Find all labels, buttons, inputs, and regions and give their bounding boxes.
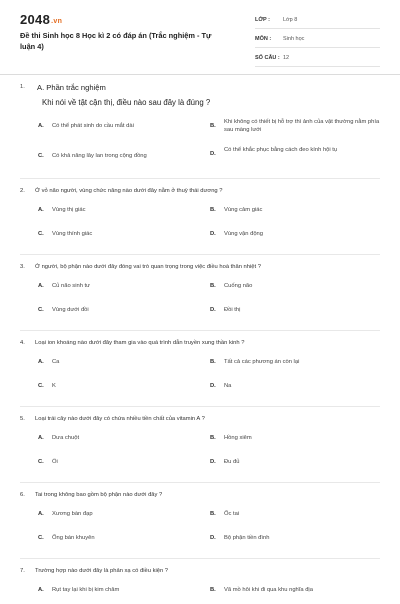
- option-letter: A.: [38, 283, 44, 289]
- option-letter: C.: [38, 535, 44, 541]
- option-text: Vùng cảm giác: [224, 207, 263, 213]
- meta-label: SỐ CÂU :: [255, 55, 280, 61]
- option-text: Ca: [52, 359, 60, 365]
- option-letter: B.: [210, 123, 216, 129]
- option-a[interactable]: [38, 586, 203, 594]
- question-item: [20, 483, 380, 559]
- meta-value: 12: [283, 55, 290, 61]
- option-text: Vùng thính giác: [52, 231, 93, 237]
- option-letter: D.: [210, 231, 216, 237]
- option-group: [38, 580, 380, 604]
- question-number: 3.: [20, 264, 25, 270]
- option-letter: D.: [210, 459, 216, 465]
- meta-value: Sinh học: [283, 36, 305, 42]
- question-item: [20, 407, 380, 483]
- question-number: 6.: [20, 492, 25, 498]
- option-letter: C.: [38, 307, 44, 313]
- meta-info: [255, 14, 380, 71]
- option-group: [38, 200, 380, 248]
- option-group: [38, 504, 380, 552]
- option-d[interactable]: [210, 458, 375, 466]
- option-a[interactable]: [38, 434, 203, 442]
- option-text: Ổi: [52, 459, 58, 465]
- meta-row-subject: [255, 33, 380, 48]
- option-text: Hồng xiêm: [224, 435, 252, 441]
- option-text: Cuống não: [224, 283, 253, 289]
- question-item: [20, 331, 380, 407]
- option-c[interactable]: [38, 306, 203, 314]
- question-line: [20, 567, 380, 576]
- option-text: Khi không có thiết bị hỗ trợ thì ảnh của vật thường nằm phía sau màng lưới: [224, 119, 380, 133]
- site-logo[interactable]: [20, 12, 62, 27]
- option-text: Vùng vận động: [224, 231, 264, 237]
- option-letter: B.: [210, 207, 216, 213]
- question-text: Ở vỏ não người, vùng chức năng nào dưới đây nằm ở thuỳ thái dương ?: [35, 188, 223, 194]
- question-number: 7.: [20, 568, 25, 574]
- question-text: Khi nói về tật cận thị, điều nào sau đây là đúng ?: [42, 98, 211, 107]
- option-b[interactable]: [210, 586, 375, 594]
- option-text: Có thể khắc phục bằng cách đeo kính hội tụ: [224, 147, 338, 153]
- question-items: [20, 179, 380, 604]
- option-letter: B.: [210, 511, 216, 517]
- option-group: [38, 428, 380, 476]
- option-text: K: [52, 383, 56, 389]
- option-b[interactable]: [210, 510, 375, 518]
- option-text: Tất cả các phương án còn lại: [224, 359, 300, 365]
- option-group: [38, 352, 380, 400]
- question-text: Ở người, bộ phận nào dưới đây đóng vai trò quan trọng trong việc điều hoà thân nhiệt ?: [35, 264, 261, 270]
- option-c[interactable]: [38, 458, 203, 466]
- section-heading: [20, 80, 380, 94]
- option-text: Có thể phát sinh do cầu mắt dài: [52, 123, 134, 129]
- document-title: Đề thi Sinh học 8 Học kì 2 có đáp án (Trắc nghiệm - Tự luận 4): [20, 31, 212, 51]
- option-text: Bộ phận tiền đình: [224, 535, 270, 541]
- meta-row-class: [255, 14, 380, 29]
- question-number: 2.: [20, 188, 25, 194]
- option-d[interactable]: [210, 230, 375, 238]
- logo-suffix: .vn: [51, 18, 63, 25]
- option-d[interactable]: [210, 146, 380, 158]
- option-letter: A.: [38, 435, 44, 441]
- option-letter: A.: [38, 359, 44, 365]
- question-item: [20, 559, 380, 604]
- option-text: Đu đủ: [224, 459, 240, 465]
- meta-label: LỚP :: [255, 17, 270, 23]
- question-text: Loại trái cây nào dưới đây có chứa nhiều tiền chất của vitamin A ?: [35, 416, 205, 422]
- question-text: Trường hợp nào dưới đây là phản xạ có điều kiện ?: [35, 568, 169, 574]
- option-c[interactable]: [38, 152, 198, 160]
- option-d[interactable]: [210, 534, 375, 542]
- meta-value: Lớp 8: [283, 17, 298, 23]
- option-letter: A.: [38, 587, 44, 593]
- option-letter: C.: [38, 231, 44, 237]
- option-letter: D.: [210, 383, 216, 389]
- option-letter: C.: [38, 153, 44, 159]
- option-a[interactable]: [38, 510, 203, 518]
- option-a[interactable]: [38, 206, 203, 214]
- option-text: Na: [224, 383, 232, 389]
- meta-label: MÔN :: [255, 36, 272, 42]
- logo-text: 2048: [20, 12, 51, 27]
- question-line: [20, 415, 380, 424]
- option-b[interactable]: [210, 434, 375, 442]
- option-text: Vùng dưới đồi: [52, 307, 89, 313]
- option-letter: A.: [38, 511, 44, 517]
- question-number: 4.: [20, 340, 25, 346]
- option-letter: D.: [210, 151, 216, 157]
- option-group: [38, 276, 380, 324]
- option-letter: A.: [38, 207, 44, 213]
- option-b[interactable]: [210, 118, 380, 134]
- option-letter: D.: [210, 535, 216, 541]
- option-text: Có khả năng lây lan trong cộng đồng: [52, 153, 147, 159]
- option-b[interactable]: [210, 206, 375, 214]
- question-list: [20, 80, 380, 604]
- question-number: 5.: [20, 416, 25, 422]
- meta-row-count: [255, 52, 380, 67]
- question-line: [20, 339, 380, 348]
- option-d[interactable]: [210, 382, 375, 390]
- option-letter: A.: [38, 123, 44, 129]
- option-a[interactable]: [38, 358, 203, 366]
- option-a[interactable]: [38, 282, 203, 290]
- question-line: [20, 491, 380, 500]
- option-c[interactable]: [38, 382, 203, 390]
- header: [0, 0, 400, 75]
- option-text: Đồi thị: [224, 307, 241, 313]
- question-text: Tai trong không bao gồm bộ phận nào dưới đây ?: [35, 492, 163, 498]
- option-letter: B.: [210, 283, 216, 289]
- option-letter: B.: [210, 435, 216, 441]
- option-b[interactable]: [210, 282, 375, 290]
- option-c[interactable]: [38, 534, 203, 542]
- option-text: Rụt tay lại khi bị kim châm: [52, 587, 120, 593]
- option-text: Ống bán khuyên: [52, 535, 95, 541]
- section-title: A. Phần trắc nghiệm: [37, 82, 106, 92]
- option-letter: B.: [210, 359, 216, 365]
- question-item: [20, 255, 380, 331]
- question-text: Loại ion khoáng nào dưới đây tham gia vào quá trình dẫn truyền xung thần kinh ?: [35, 340, 245, 346]
- option-text: Ốc tai: [224, 511, 240, 517]
- option-text: Dưa chuột: [52, 435, 80, 441]
- option-letter: C.: [38, 459, 44, 465]
- option-text: Vã mồ hôi khi đi qua khu nghĩa địa: [224, 587, 313, 593]
- option-text: Xương bàn đạp: [52, 511, 93, 517]
- option-letter: D.: [210, 307, 216, 313]
- question-line: [20, 187, 380, 196]
- question-item: [20, 179, 380, 255]
- option-text: Vùng thị giác: [52, 207, 86, 213]
- option-a[interactable]: [38, 122, 198, 130]
- option-letter: C.: [38, 383, 44, 389]
- option-c[interactable]: [38, 230, 203, 238]
- option-letter: B.: [210, 587, 216, 593]
- option-text: Củ não sinh tư: [52, 283, 91, 289]
- option-group: [38, 116, 380, 170]
- option-d[interactable]: [210, 306, 375, 314]
- question-number: 1.: [20, 84, 25, 90]
- question-line: [20, 263, 380, 272]
- option-b[interactable]: [210, 358, 375, 366]
